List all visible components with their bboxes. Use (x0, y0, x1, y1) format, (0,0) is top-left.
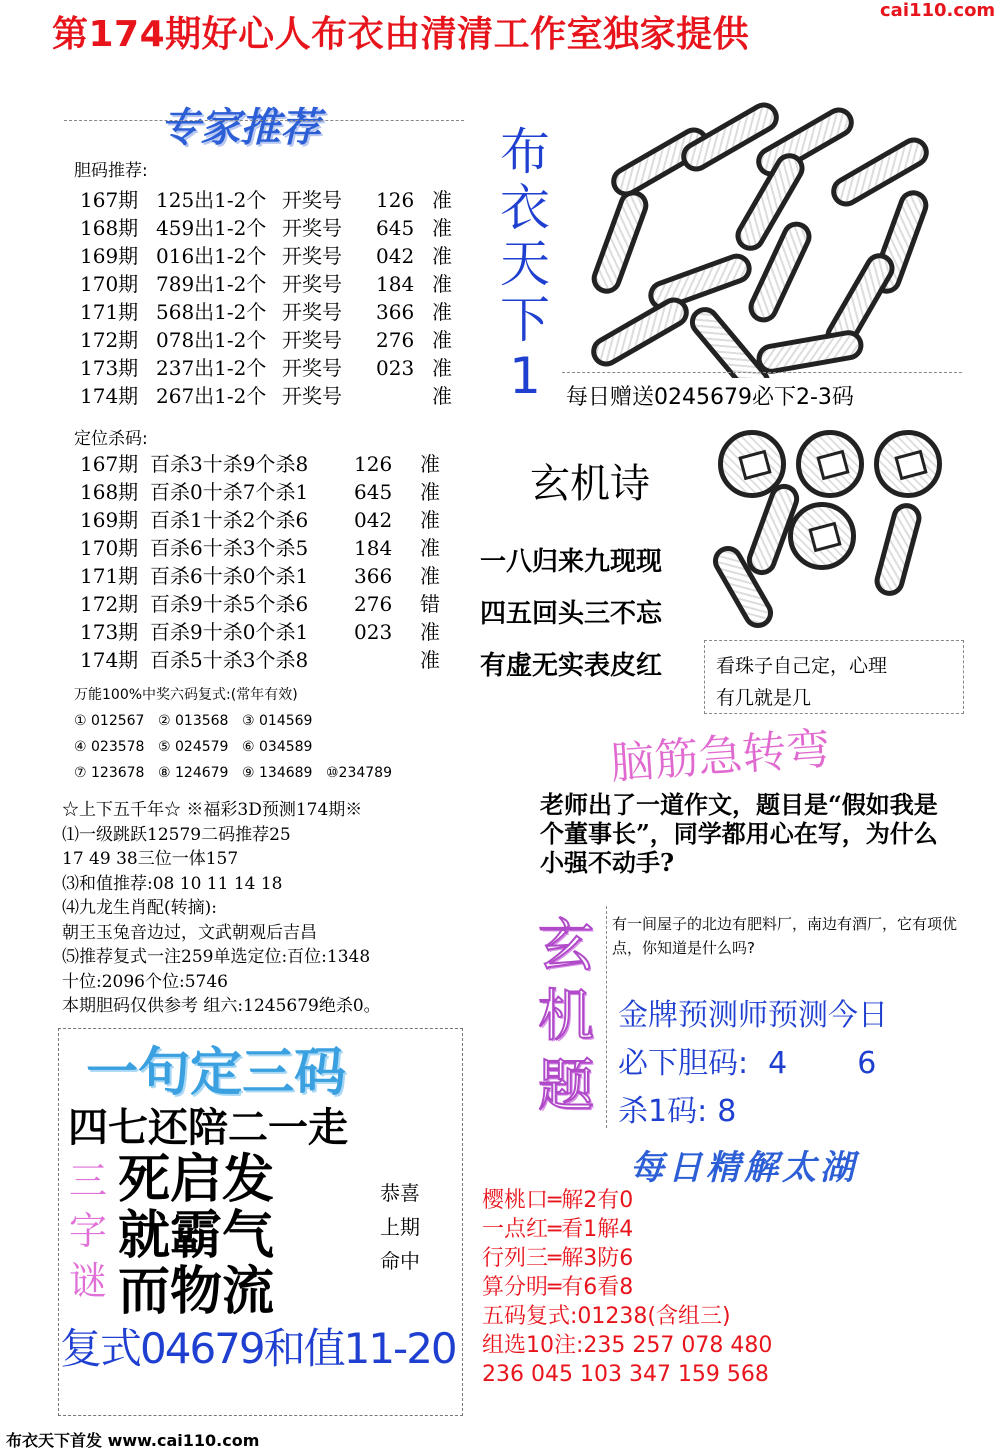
dan-kj: 开奖号 (282, 300, 342, 324)
dan-row (80, 354, 462, 382)
forecast-line: 朝王玉兔音边过，文武朝观后吉昌 (62, 922, 317, 943)
dan-res: 准 (432, 300, 452, 324)
expert-title: 专家推荐 (160, 105, 320, 151)
dan-num (376, 382, 432, 410)
dan-issue: 172期 (80, 328, 139, 352)
gift-text: 每日赠送0245679必下2-3码 (566, 385, 854, 410)
kill-num: 023 (354, 620, 393, 644)
kill-num: 184 (354, 536, 393, 560)
kill-row (80, 478, 450, 506)
poem-title: 玄机诗 (530, 461, 650, 507)
dan-issue: 174期 (80, 384, 139, 408)
dan-pick: 016出1-2个 (156, 244, 267, 268)
six-combo: ⑨ 134689 (242, 765, 313, 781)
forecast-line: ☆上下五千年☆ ※福彩3D预测174期※ (62, 800, 363, 820)
riddle-char: 机 (538, 984, 594, 1049)
dan-issue: 168期 (80, 216, 139, 240)
six-row (74, 734, 410, 760)
dan-res: 准 (432, 384, 452, 408)
kill-issue: 170期 (80, 536, 139, 560)
kill-res: 准 (420, 620, 440, 644)
kill-res: 错 (420, 592, 440, 616)
six-combo: ③ 014569 (242, 713, 313, 729)
dan-num: 042 (376, 244, 415, 268)
dan-kj: 开奖号 (282, 328, 342, 352)
taihu-line: 樱桃口═解2有0 (482, 1188, 634, 1213)
dan-num: 184 (376, 272, 415, 296)
brain-text: 老师出了一道作文，题目是“假如我是个董事长”，同学都用心在写，为什么小强不动手? (540, 790, 938, 877)
kill-num: 126 (354, 452, 393, 476)
buyi-char: 天 (500, 235, 550, 293)
sanzi-side-line: 恭喜 (380, 1181, 420, 1205)
dan-value-1: 4 (768, 1046, 788, 1081)
expert-divider (64, 120, 464, 121)
yiju-title: 一句定三码 (86, 1043, 347, 1103)
taihu-line: 五码复式:01238(含组三) (482, 1304, 731, 1329)
dan-row (80, 270, 462, 298)
taihu-title: 每日精解太湖 (630, 1148, 858, 1188)
kill-pick: 百杀3十杀9个杀8 (150, 452, 309, 476)
sanzi-line: 就霸气 (118, 1205, 275, 1266)
kill-num: 276 (354, 592, 393, 616)
six-combo: ⑦ 123678 (74, 765, 145, 781)
dan-kj: 开奖号 (282, 244, 342, 268)
header (0, 0, 1000, 80)
six-row (74, 760, 410, 786)
dan-pick: 237出1-2个 (156, 356, 267, 380)
dan-res: 准 (432, 216, 452, 240)
taihu-line: 一点红═看1解4 (482, 1217, 634, 1242)
kill-res: 准 (420, 480, 440, 504)
kill-res: 准 (420, 648, 440, 672)
coin (788, 502, 856, 570)
kill-pick: 百杀0十杀7个杀1 (150, 480, 309, 504)
dan-res: 准 (432, 356, 452, 380)
forecast-line: ⑶和值推荐:08 10 11 14 18 (62, 873, 283, 894)
coin (874, 430, 942, 498)
kill-label: 杀1码: (618, 1094, 708, 1129)
dan-row (80, 382, 462, 410)
dan-res: 准 (432, 328, 452, 352)
forecast-line: ⑴一级跳跃12579二码推荐25 (62, 824, 291, 845)
kill-row (80, 590, 450, 618)
kill-res: 准 (420, 536, 440, 560)
buyi-vertical (494, 124, 556, 404)
dan-issue: 169期 (80, 244, 139, 268)
six-combo: ⑤ 024579 (158, 739, 229, 755)
fushi-text: 复式04679和值11-20 (60, 1324, 456, 1373)
beads-graphic (565, 88, 955, 378)
dan-label: 胆码推荐: (74, 161, 148, 181)
page-title: 第174期好心人布衣由清清工作室独家提供 (52, 14, 750, 55)
taihu-line: 236 045 103 347 159 568 (482, 1362, 769, 1387)
six-combo: ⑧ 124679 (158, 765, 229, 781)
kill-row (618, 1086, 736, 1130)
dan-table (80, 186, 462, 410)
dan-pick: 568出1-2个 (156, 300, 267, 324)
dan-value-2: 6 (857, 1046, 877, 1081)
dan-res: 准 (432, 188, 452, 212)
gold-title: 金牌预测师预测今日 (618, 998, 888, 1033)
taihu-line: 行列三═解3防6 (482, 1246, 634, 1271)
dan-kj: 开奖号 (282, 384, 342, 408)
dan-num: 126 (376, 188, 415, 212)
poem-note-line: 有几就是几 (716, 687, 812, 709)
sanzi-lines (118, 1149, 275, 1322)
kill-issue: 172期 (80, 592, 139, 616)
dan-issue: 167期 (80, 188, 139, 212)
coins-graphic (708, 422, 956, 642)
taihu-line: 组选10注:235 257 078 480 (482, 1333, 773, 1358)
sanzi-char: 字 (68, 1209, 107, 1253)
bead (587, 186, 652, 298)
dan-pick: 789出1-2个 (156, 272, 267, 296)
dan-row (80, 242, 462, 270)
kill-issue: 168期 (80, 480, 139, 504)
forecast-line: ⑷九龙生肖配(转摘): (62, 898, 217, 918)
forecast-line: 本期胆码仅供参考 组六:1245679绝杀0。 (62, 996, 381, 1016)
dan-num: 276 (376, 328, 415, 352)
kill-issue: 167期 (80, 452, 139, 476)
dan-row (80, 326, 462, 354)
dan-num: 366 (376, 300, 415, 324)
buyi-char: 1 (509, 347, 541, 405)
forecast-line: 17 49 38三位一体157 (62, 849, 239, 869)
gift-divider (562, 372, 962, 373)
six-label: 万能100%中奖六码复式:(常年有效) (74, 687, 298, 703)
poem-box-border (704, 640, 964, 714)
dan-num: 023 (376, 356, 415, 380)
sanzi-line: 死启发 (118, 1149, 275, 1210)
dan-row (80, 298, 462, 326)
six-combo: ① 012567 (74, 713, 145, 729)
kill-table (80, 450, 450, 674)
dan-pick: 459出1-2个 (156, 216, 267, 240)
dan-row (618, 1038, 876, 1082)
kill-label: 定位杀码: (74, 429, 148, 449)
footer: 布衣天下首发 www.cai110.com (6, 1431, 260, 1450)
buyi-char: 布 (500, 123, 550, 181)
kill-value: 8 (717, 1094, 737, 1129)
sanzi-side-line: 命中 (380, 1249, 420, 1273)
kill-row (80, 534, 450, 562)
six-combo: ⑩234789 (326, 765, 392, 781)
dan-issue: 171期 (80, 300, 139, 324)
kill-row (80, 506, 450, 534)
kill-issue: 169期 (80, 508, 139, 532)
riddle-char: 玄 (538, 914, 594, 979)
forecast-line: ⑸推荐复式一注259单选定位:百位:1348 (62, 947, 371, 967)
kill-res: 准 (420, 508, 440, 532)
dan-row (80, 214, 462, 242)
six-table (74, 708, 410, 786)
kill-res: 准 (420, 564, 440, 588)
sanzi-char: 三 (68, 1159, 107, 1203)
site-badge: cai110.com (880, 0, 996, 21)
kill-num: 366 (354, 564, 393, 588)
kill-row (80, 450, 450, 478)
six-combo: ④ 023578 (74, 739, 145, 755)
buyi-char: 下 (500, 291, 550, 349)
dan-num: 645 (376, 216, 415, 240)
six-combo: ⑥ 034589 (242, 739, 313, 755)
dan-pick: 267出1-2个 (156, 384, 267, 408)
six-combo: ② 013568 (158, 713, 229, 729)
coin (796, 430, 864, 498)
kill-row (80, 618, 450, 646)
dan-kj: 开奖号 (282, 188, 342, 212)
poem-line: 一八归来九现现 (480, 547, 663, 577)
riddle-border (606, 906, 607, 1128)
poem-lines (480, 536, 662, 692)
dan-issue: 170期 (80, 272, 139, 296)
bead (754, 328, 866, 376)
kill-res: 准 (420, 452, 440, 476)
sanzi-vertical (58, 1156, 118, 1306)
dan-kj: 开奖号 (282, 272, 342, 296)
dan-res: 准 (432, 244, 452, 268)
kill-pick: 百杀9十杀0个杀1 (150, 620, 309, 644)
kill-num: 042 (354, 508, 393, 532)
riddle-vertical (536, 912, 596, 1122)
dan-pick: 125出1-2个 (156, 188, 267, 212)
dan-label: 必下胆码: (618, 1046, 749, 1081)
kill-pick: 百杀6十杀0个杀1 (150, 564, 309, 588)
sanzi-side (380, 1176, 420, 1278)
dan-row (80, 186, 462, 214)
kill-pick: 百杀1十杀2个杀6 (150, 508, 309, 532)
kill-pick: 百杀9十杀5个杀6 (150, 592, 309, 616)
taihu-lines (482, 1186, 772, 1389)
kill-issue: 173期 (80, 620, 139, 644)
dan-issue: 173期 (80, 356, 139, 380)
poem-line: 四五回头三不忘 (480, 599, 663, 629)
forecast-block (62, 798, 381, 1019)
kill-pick: 百杀6十杀3个杀5 (150, 536, 309, 560)
riddle-text: 有一间屋子的北边有肥料厂，南边有酒厂，它有项优点，你知道是什么吗? (612, 915, 958, 957)
kill-pick: 百杀5十杀3个杀8 (150, 648, 309, 672)
taihu-line: 算分明═有6看8 (482, 1275, 634, 1300)
poem-note-line: 看珠子自己定，心理 (716, 655, 888, 677)
poem-line: 有虚无实表皮红 (480, 651, 663, 681)
dan-kj: 开奖号 (282, 356, 342, 380)
bead (871, 500, 925, 600)
kill-num: 645 (354, 480, 393, 504)
brain-title: 脑筋急转弯 (608, 723, 832, 790)
dan-pick: 078出1-2个 (156, 328, 267, 352)
buyi-char: 衣 (500, 179, 550, 237)
forecast-line: 十位:2096个位:5746 (62, 971, 228, 992)
dan-res: 准 (432, 272, 452, 296)
yiju-phrase: 四七还陪二一走 (68, 1105, 348, 1151)
sanzi-line: 而物流 (118, 1261, 275, 1322)
kill-issue: 174期 (80, 648, 139, 672)
kill-row (80, 562, 450, 590)
dan-kj: 开奖号 (282, 216, 342, 240)
riddle-char: 题 (538, 1054, 594, 1119)
kill-num (354, 646, 420, 674)
sanzi-char: 谜 (68, 1259, 107, 1303)
six-row (74, 708, 410, 734)
kill-issue: 171期 (80, 564, 139, 588)
sanzi-side-line: 上期 (380, 1215, 420, 1239)
kill-row (80, 646, 450, 674)
bead (586, 292, 695, 372)
